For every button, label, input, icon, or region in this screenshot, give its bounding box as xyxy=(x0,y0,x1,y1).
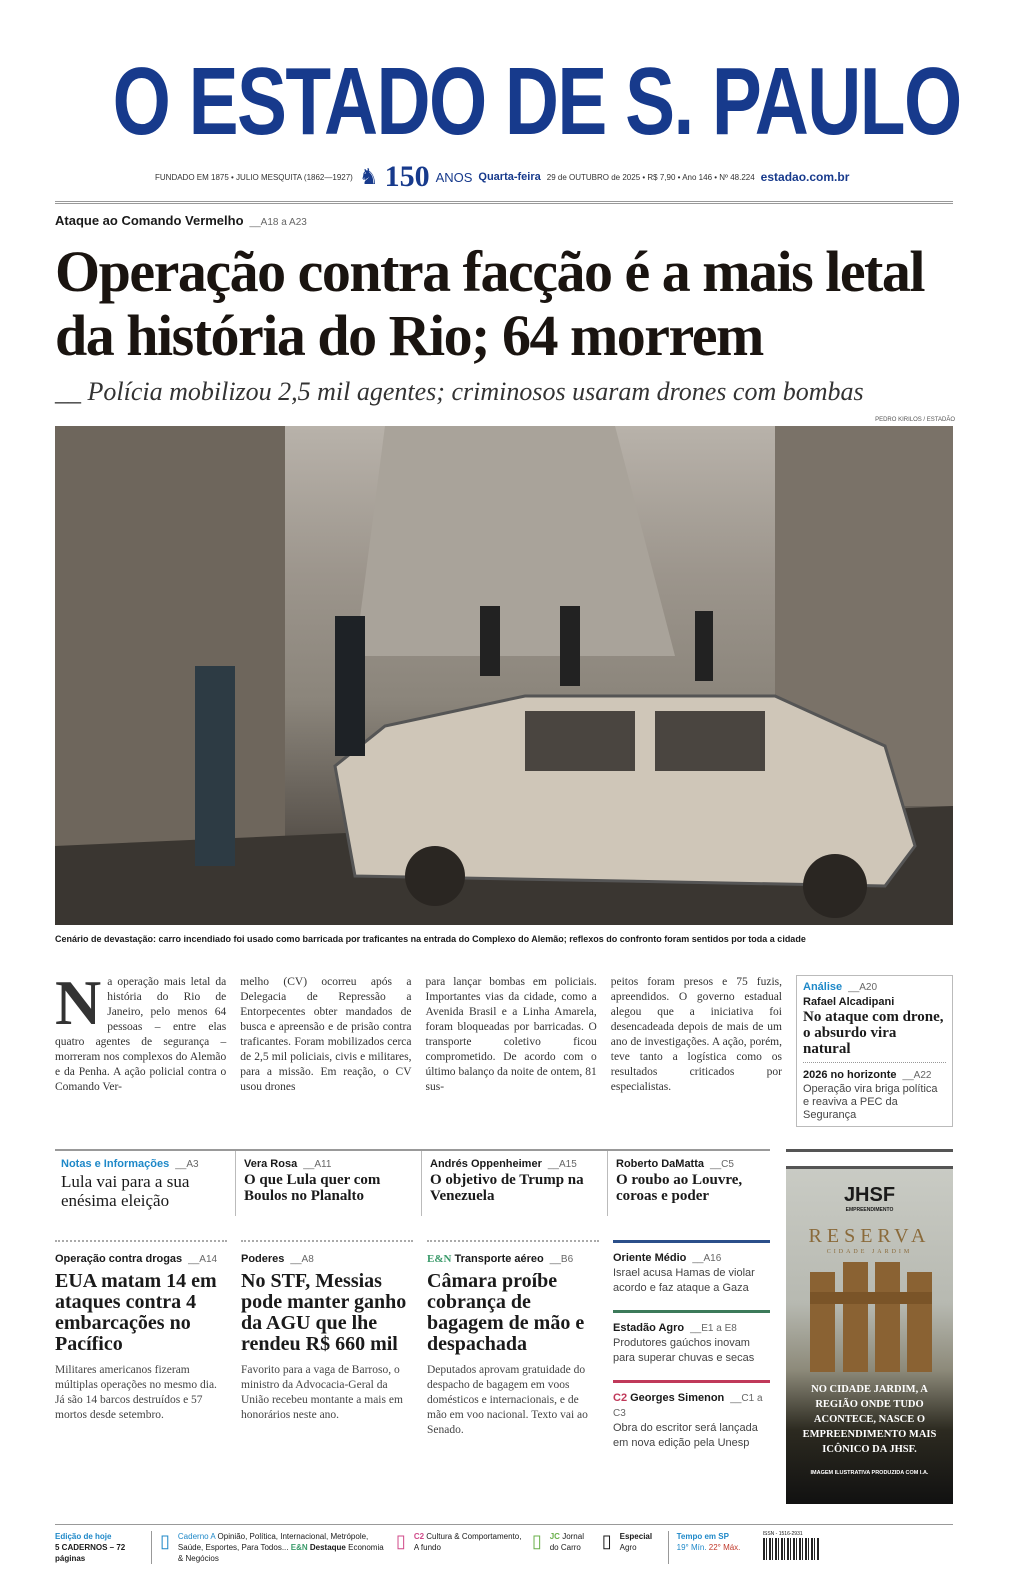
body-text: a operação mais letal da história do Rio de Janeiro, pelo menos 64 pessoas – entre elas quatro agentes de segurança – morreram nos complexos do Alemão e da Penha. A ação policial contra o Comando Ver- xyxy=(55,976,227,1093)
lead-body-col-4: peitos foram presos e 75 fuzis, apreendidos. O governo estadual alegou que a iniciativa foi desencadeada depois de mais de um ano de investigações. A ação, porém, teve tanto a logística como os resultados criticados por especialistas. xyxy=(610,976,782,1093)
columnist-label: Vera Rosa xyxy=(244,1158,298,1170)
founders: FUNDADO EM 1875 • JULIO MESQUITA (1862—1927) xyxy=(155,172,353,182)
columnist-label: Roberto DaMatta xyxy=(616,1158,705,1170)
footer-index xyxy=(55,1524,953,1564)
brief-simenon[interactable]: C2 Georges Simenon __C1 a C3 Obra do escritor será lançada em nova edição pela Unesp xyxy=(613,1380,770,1451)
ad-area xyxy=(786,1149,953,1504)
c2-entry[interactable]: C2 Cultura & Comportamento, A fundo xyxy=(413,1532,522,1552)
lower-left-area xyxy=(55,1149,770,1451)
stories-row xyxy=(55,1240,770,1451)
lead-body xyxy=(55,967,953,1127)
brief-label: Oriente Médio xyxy=(613,1252,687,1264)
columnist-label: Andrés Oppenheimer xyxy=(430,1158,542,1170)
story-label: Operação contra drogas xyxy=(55,1253,183,1265)
weather: Tempo em SP 19° Mín. 22° Máx. xyxy=(676,1532,741,1552)
caderno-a-entry[interactable]: Caderno A Opinião, Política, Internacional, Metrópole, Saúde, Esportes, Para Todos... E&N Destaque Economia & Negócios xyxy=(177,1532,384,1563)
story-title[interactable]: Câmara proíbe cobrança de bagagem de mão e despachada xyxy=(427,1270,585,1355)
burned-car-street-scene xyxy=(55,426,953,925)
ad-disclaimer: IMAGEM ILUSTRATIVA PRODUZIDA COM I.A. xyxy=(810,1470,929,1476)
story-text: Militares americanos fizeram múltiplas operações no mesmo dia. Já são 14 barcos destruídos e 57 mortos desde setembro. xyxy=(55,1364,217,1421)
briefs-column xyxy=(613,1240,770,1451)
story-text: Favorito para a vaga de Barroso, o ministro da Advocacia-Geral da União recebeu montante a mais em honorários neste ano. xyxy=(241,1364,403,1421)
brief-label: Estadão Agro xyxy=(613,1322,685,1334)
story-text: Deputados aprovam gratuidade do despacho de bagagem em voos domésticos e internacionais, e de mão em voo nacional. Texto vai ao Senado. xyxy=(427,1364,588,1436)
columnist-title[interactable]: Lula vai para a sua enésima eleição xyxy=(61,1172,190,1210)
kicker-pages: __A18 a A23 xyxy=(249,217,307,228)
photo-credit: PEDRO KIRILOS / ESTADÃO xyxy=(875,417,955,423)
especial-icon: ▯ xyxy=(601,1531,612,1551)
masthead-area xyxy=(0,0,1024,212)
story-bagagem[interactable]: E&N Transporte aéreo __B6 Câmara proíbe cobrança de bagagem de mão e despachada Deputados aprovam gratuidade do despacho de bagagem em voos domésticos e internacionais, e de mão em voo nacional. Texto vai ao Senado. xyxy=(427,1240,599,1438)
ad-brand: JHSF xyxy=(843,1184,896,1206)
date-info: 29 de OUTUBRO de 2025 • R$ 7,90 • Ano 146 • Nº 48.224 xyxy=(546,172,755,182)
story-title[interactable]: No STF, Messias pode manter ganho da AGU que lhe rendeu R$ 660 mil xyxy=(241,1270,407,1355)
brief-text[interactable]: Obra do escritor será lançada em nova edição pela Unesp xyxy=(613,1422,758,1449)
lead-body-col-1 xyxy=(55,967,227,1095)
ad-name-sub: CIDADE JARDIM xyxy=(826,1249,913,1255)
columnist-title[interactable]: O roubo ao Louvre, coroas e poder xyxy=(616,1172,743,1204)
horizon-label: 2026 no horizonte __A22 xyxy=(803,1069,932,1081)
anniversary-number: 150 xyxy=(384,160,430,193)
main-content xyxy=(55,212,953,1504)
columnists-row xyxy=(55,1149,770,1216)
lead-kicker xyxy=(55,212,953,232)
columnist-vera-rosa[interactable]: Vera Rosa __A11 O que Lula quer com Boulos no Planalto xyxy=(235,1151,421,1216)
brief-oriente-medio[interactable]: Oriente Médio __A16 Israel acusa Hamas de violar acordo e faz ataque a Gaza xyxy=(613,1240,770,1296)
ad-text: NO CIDADE JARDIM, A REGIÃO ONDE TUDO ACONTECE, NASCE O EMPREENDIMENTO MAIS ICÔNICO DA JHSF. xyxy=(802,1384,937,1455)
horizon-text[interactable]: Operação vira briga política e reaviva a PEC da Segurança xyxy=(803,1083,938,1121)
website-link[interactable]: estadao.com.br xyxy=(760,170,850,184)
ad-name: RESERVA xyxy=(808,1225,931,1247)
caderno-a-icon: ▯ xyxy=(160,1531,170,1551)
columnist-oppenheimer[interactable]: Andrés Oppenheimer __A15 O objetivo de Trump na Venezuela xyxy=(421,1151,607,1216)
columnist-damatta[interactable]: Roberto DaMatta __C5 O roubo ao Louvre, coroas e poder xyxy=(607,1151,770,1216)
brief-text[interactable]: Produtores gaúchos inovam para superar chuvas e secas xyxy=(613,1337,755,1364)
brief-label: Georges Simenon xyxy=(630,1392,725,1404)
barcode-icon xyxy=(763,1538,819,1560)
en-logo: E&N xyxy=(427,1253,452,1265)
lead-photo[interactable] xyxy=(55,426,953,925)
masthead-subline xyxy=(155,160,855,194)
brief-text[interactable]: Israel acusa Hamas de violar acordo e faz ataque a Gaza xyxy=(613,1267,755,1294)
analysis-box[interactable] xyxy=(796,975,953,1127)
tower-illustration xyxy=(805,1262,935,1372)
lead-headline[interactable]: Operação contra facção é a mais letal da história do Rio; 64 morrem xyxy=(55,239,924,368)
columnist-notas[interactable]: Notas e Informações __A3 Lula vai para a sua enésima eleição xyxy=(55,1151,235,1216)
c2-logo: C2 xyxy=(613,1392,628,1404)
drop-cap: N xyxy=(55,967,102,1038)
divider xyxy=(55,201,953,204)
analysis-author: Rafael Alcadipani xyxy=(803,996,895,1008)
edition-info: Edição de hoje 5 CADERNOS – 72 páginas xyxy=(55,1532,126,1563)
story-label: Transporte aéreo xyxy=(454,1253,544,1265)
brief-estadao-agro[interactable]: Estadão Agro __E1 a E8 Produtores gaúchos inovam para superar chuvas e secas xyxy=(613,1310,770,1366)
lead-deck: __ Polícia mobilizou 2,5 mil agentes; criminosos usaram drones com bombas xyxy=(55,377,864,406)
barcode: ISSN - 1516-2931 xyxy=(763,1531,819,1560)
jc-icon: ▯ xyxy=(531,1531,542,1551)
ad-brand-sub: EMPREENDIMENTO xyxy=(845,1207,894,1213)
anniversary-word: ANOS xyxy=(435,169,473,185)
lead-body-col-3: para lançar bombas em policiais. Importantes vias da cidade, como a Avenida Brasil e a Linha Amarela, foram bloqueadas por barricadas. O transporte coletivo ficou comprometido. De acordo com o último balanço da noite de ontem, 81 sus- xyxy=(425,976,597,1093)
story-label: Poderes xyxy=(241,1253,285,1265)
story-eua[interactable]: Operação contra drogas __A14 EUA matam 14 em ataques contra 4 embarcações no Pacífico Militares americanos fizeram múltiplas operações no mesmo dia. Já são 14 barcos destruídos e 57 mortos desde setembro. xyxy=(55,1240,227,1423)
divider xyxy=(803,1062,946,1063)
photo-caption: Cenário de devastação: carro incendiado foi usado como barricada por traficantes na entrada do Complexo do Alemão; reflexos do confronto foram sentidos por toda a cidade xyxy=(55,934,806,944)
columnist-label: Notas e Informações xyxy=(61,1158,170,1170)
story-title[interactable]: EUA matam 14 em ataques contra 4 embarcações no Pacífico xyxy=(55,1270,217,1355)
lower-section xyxy=(55,1149,953,1504)
jhsf-advertisement[interactable] xyxy=(786,1166,953,1504)
analysis-title[interactable]: No ataque com drone, o absurdo vira natural xyxy=(803,1009,944,1057)
analysis-label: Análise __A20 xyxy=(803,981,878,993)
horse-rider-logo-icon: ♞ xyxy=(358,164,379,189)
story-stf[interactable]: Poderes __A8 No STF, Messias pode manter ganho da AGU que lhe rendeu R$ 660 mil Favorito para a vaga de Barroso, o ministro da Advocacia-Geral da União recebeu montante a mais em honorários neste ano. xyxy=(241,1240,413,1423)
columnist-title[interactable]: O objetivo de Trump na Venezuela xyxy=(430,1172,584,1204)
especial-entry[interactable]: Especial Agro xyxy=(619,1532,653,1552)
jc-entry[interactable]: JC Jornal do Carro xyxy=(549,1532,584,1552)
columnist-title[interactable]: O que Lula quer com Boulos no Planalto xyxy=(244,1172,381,1204)
weekday: Quarta-feira xyxy=(478,171,541,183)
lead-body-col-2: melho (CV) ocorreu após a Delegacia de Repressão a Entorpecentes obter mandados de busca e apreensão e de prisão contra traficantes. Foram mobilizados cerca de 2,5 mil policiais, civis e militares, para a missão. Em reação, o CV usou drones xyxy=(240,976,412,1093)
masthead-title: O ESTADO DE S. PAULO xyxy=(112,48,961,155)
kicker-text: Ataque ao Comando Vermelho xyxy=(55,213,244,228)
c2-icon: ▯ xyxy=(395,1531,406,1551)
